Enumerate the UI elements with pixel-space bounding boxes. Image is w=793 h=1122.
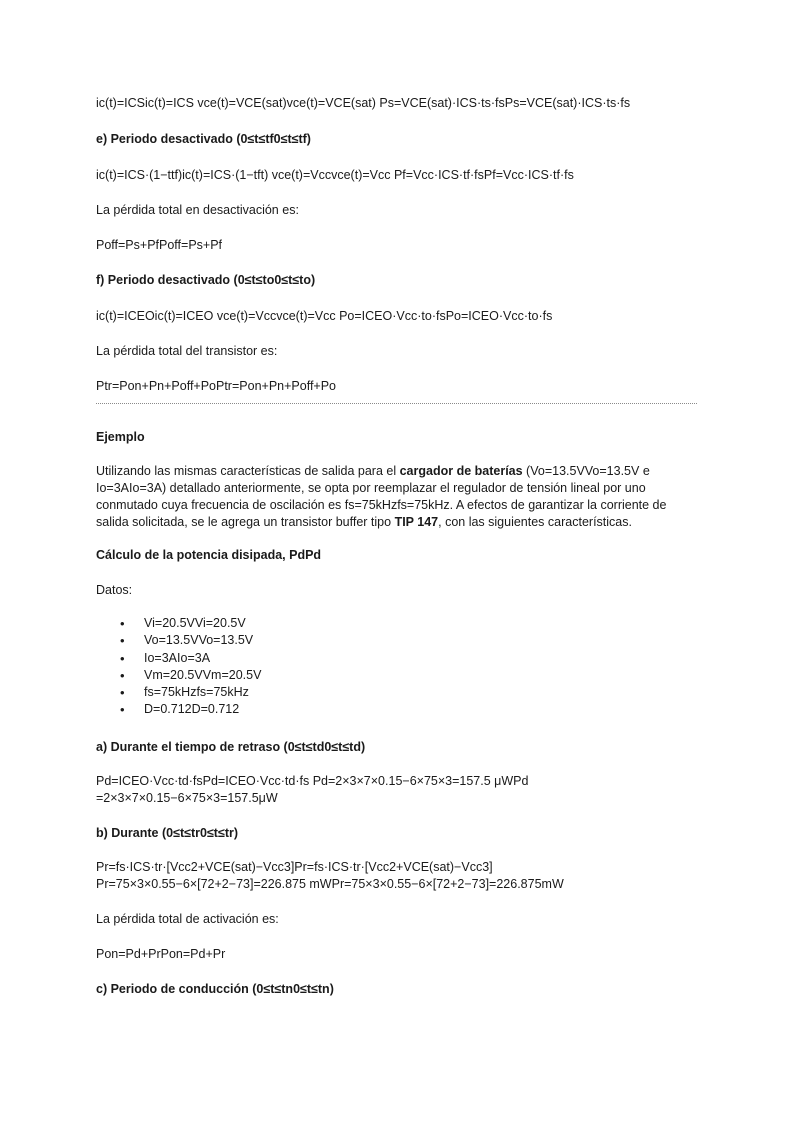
datos-list: [96, 615, 261, 719]
ejemplo-bold-tip147: TIP 147: [394, 515, 439, 529]
heading-c: c) Periodo de conducción (0≤t≤tn0≤t≤tn): [96, 982, 334, 996]
pd-equation-line1: Pd=ICEO·Vcc·td·fsPd=ICEO·Vcc·td·fs Pd=2×3×7×0.15−6×75×3=157.5 μWPd: [96, 774, 529, 788]
ejemplo-bold-cargador: cargador de baterías: [399, 464, 523, 478]
pon-equation: Pon=Pd+PrPon=Pd+Pr: [96, 947, 226, 961]
on-total-text: La pérdida total de activación es:: [96, 912, 279, 926]
heading-ejemplo: Ejemplo: [96, 430, 145, 444]
datos-label: Datos:: [96, 583, 133, 597]
ptr-text: La pérdida total del transistor es:: [96, 344, 278, 358]
list-item: • fs=75kHzfs=75kHz: [96, 684, 261, 701]
heading-b: b) Durante (0≤t≤tr0≤t≤tr): [96, 826, 239, 840]
heading-a: a) Durante el tiempo de retraso (0≤t≤td0≤t≤td): [96, 740, 366, 754]
poff-equation: Poff=Ps+PfPoff=Ps+Pf: [96, 238, 223, 252]
heading-pd: Cálculo de la potencia disipada, PdPd: [96, 548, 322, 562]
ejemplo-text-1: Utilizando las mismas características de salida para el: [96, 464, 400, 478]
to-equations: ic(t)=ICEOic(t)=ICEO vce(t)=Vccvce(t)=Vcc Po=ICEO·Vcc·to·fsPo=ICEO·Vcc·to·fs: [96, 309, 553, 323]
list-item: • Vo=13.5VVo=13.5V: [96, 632, 261, 649]
ejemplo-text-3: , con las siguientes características.: [438, 515, 632, 529]
ts-equations: ic(t)=ICSic(t)=ICS vce(t)=VCE(sat)vce(t)=VCE(sat) Ps=VCE(sat)·ICS·ts·fsPs=VCE(sat)·ICS·ts·fs: [96, 96, 631, 110]
off-total-text: La pérdida total en desactivación es:: [96, 203, 299, 217]
tf-equations: ic(t)=ICS·(1−ttf)ic(t)=ICS·(1−tft) vce(t)=Vccvce(t)=Vcc Pf=Vcc·ICS·tf·fsPf=Vcc·ICS·tf·fs: [96, 168, 574, 182]
heading-f: f) Periodo desactivado (0≤t≤to0≤t≤to): [96, 273, 316, 287]
list-item: • Io=3AIo=3A: [96, 650, 261, 667]
ejemplo-paragraph: [96, 463, 696, 531]
pd-equation-line2: =2×3×7×0.15−6×75×3=157.5μW: [96, 791, 278, 805]
list-item: • D=0.712D=0.712: [96, 701, 261, 718]
ptr-equation: Ptr=Pon+Pn+Poff+PoPtr=Pon+Pn+Poff+Po: [96, 379, 337, 393]
ejemplo-text-2: (Vo=13.5VVo=13.5V e Io=3AIo=3A) detallado anteriormente, se opta por reemplazar el regulador de tensión lineal por uno conmutado cuya frecuencia de oscilación es fs=75kHzfs=75kHz. A efectos de garantizar la corriente de salida solicitada, se le agrega un transistor buffer tipo: [96, 464, 667, 529]
heading-e: e) Periodo desactivado (0≤t≤tf0≤t≤tf): [96, 132, 311, 146]
list-item: • Vi=20.5VVi=20.5V: [96, 615, 261, 632]
pr-equation-line1: Pr=fs·ICS·tr·[Vcc2+VCE(sat)−Vcc3]Pr=fs·ICS·tr·[Vcc2+VCE(sat)−Vcc3]: [96, 860, 493, 874]
horizontal-divider: [96, 403, 697, 404]
list-item: • Vm=20.5VVm=20.5V: [96, 667, 261, 684]
pr-equation-line2: Pr=75×3×0.55−6×[72+2−73]=226.875 mWPr=75×3×0.55−6×[72+2−73]=226.875mW: [96, 877, 564, 891]
